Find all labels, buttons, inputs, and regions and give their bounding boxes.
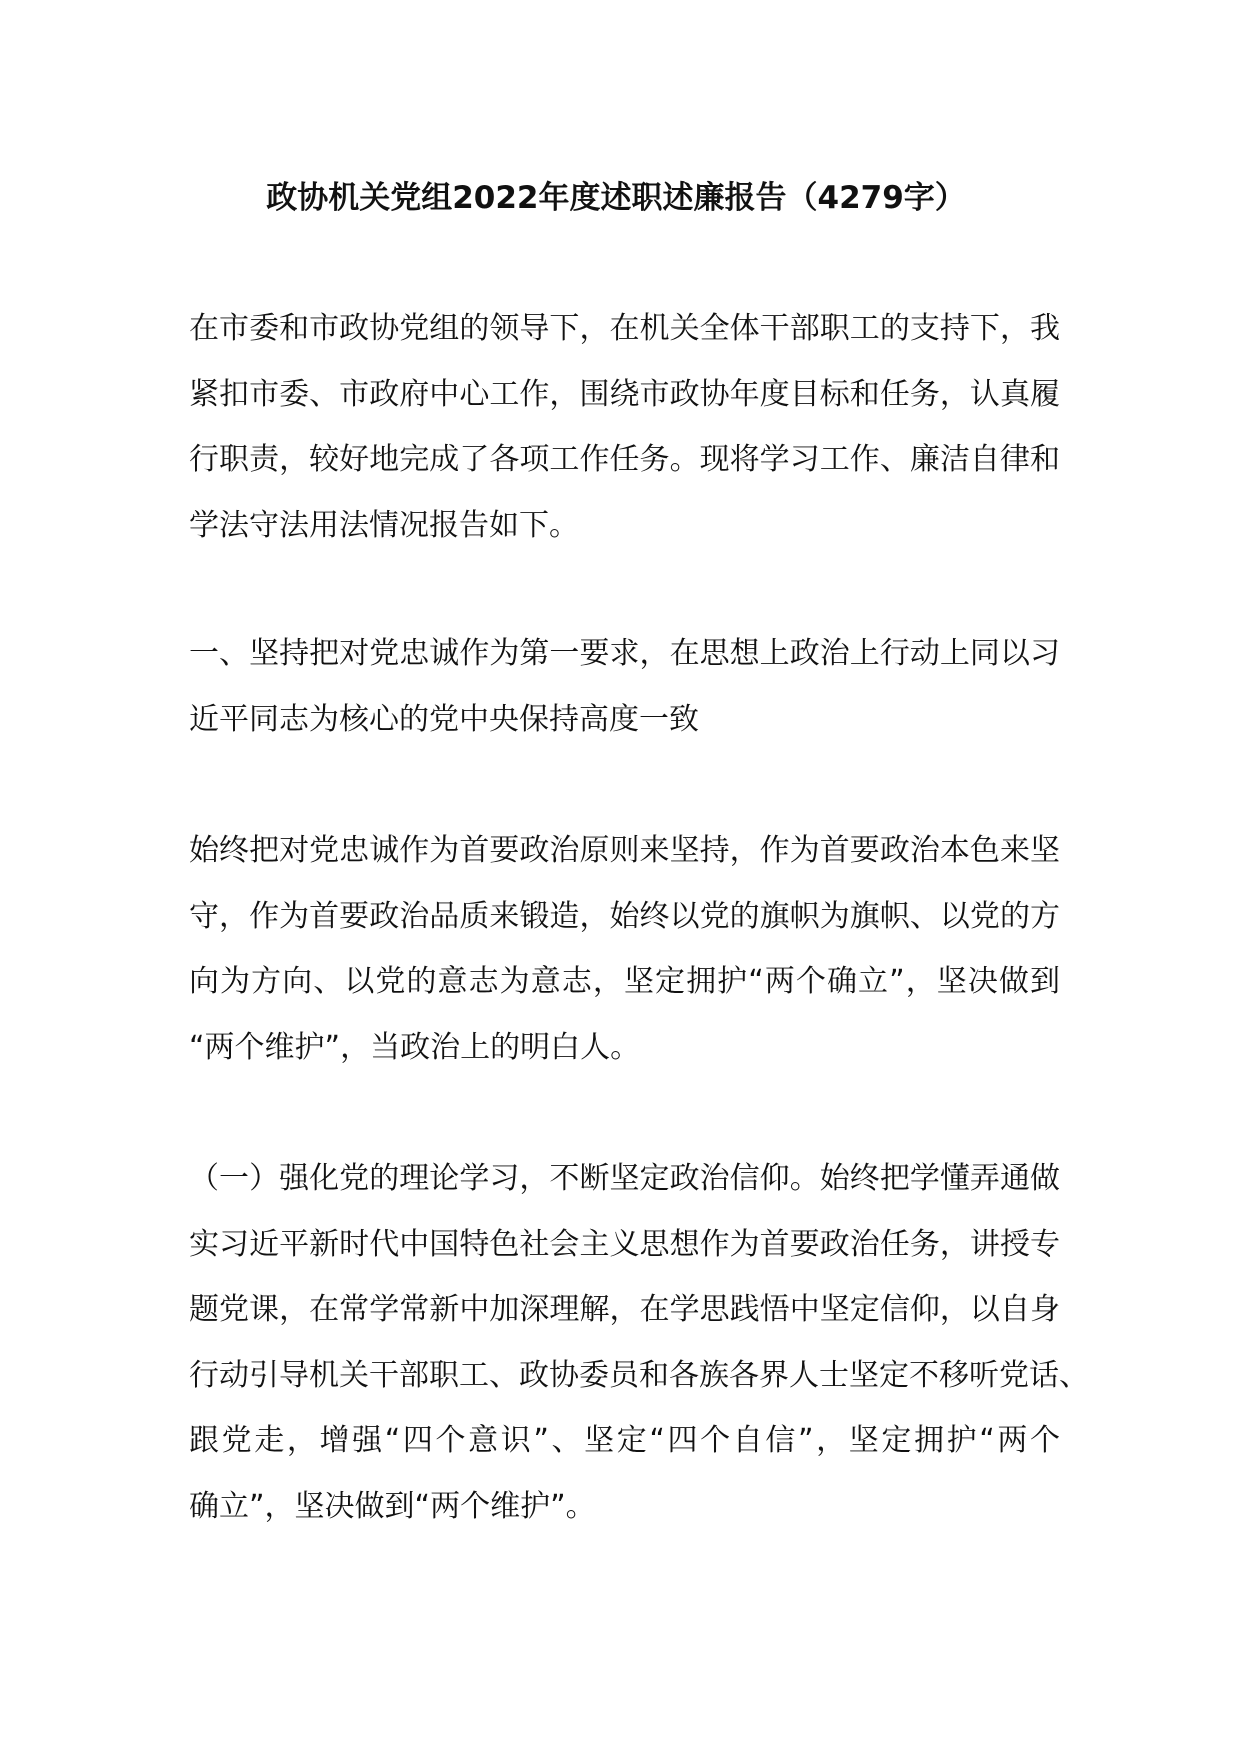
text-line: 跟党走，增强“四个意识”、坚定“四个自信”，坚定拥护“两个 [189,1423,1060,1458]
text-line: 行动引导机关干部职工、政协委员和各族各界人士坚定不移听党话、 [189,1357,1089,1393]
text-line: 学法守法用法情况报告如下。 [189,507,579,543]
text-line: 实习近平新时代中国特色社会主义思想作为首要政治任务，讲授专 [189,1226,1060,1262]
text-line: 在市委和市政协党组的领导下，在机关全体干部职工的支持下，我 [189,311,1060,346]
text-line: 一、坚持把对党忠诚作为第一要求，在思想上政治上行动上同以习 [189,636,1060,671]
text-line: 始终把对党忠诚作为首要政治原则来坚持，作为首要政治本色来坚 [189,833,1060,868]
text-line: 向为方向、以党的意志为意志，坚定拥护“两个确立”，坚决做到 [189,964,1060,999]
text-line: （一）强化党的理论学习，不断坚定政治信仰。始终把学懂弄通做 [189,1161,1060,1196]
text-line: 题党课，在常学常新中加深理解，在学思践悟中坚定信仰，以自身 [189,1292,1060,1327]
document-title: 政协机关党组2022年度述职述廉报告（4279字） [266,180,966,216]
subsection-paragraph-1 [189,1157,1089,1550]
text-line: “两个维护”，当政治上的明白人。 [189,1029,641,1065]
text-line: 行职责，较好地完成了各项工作任务。现将学习工作、廉洁自律和 [189,442,1060,477]
section-heading-1 [189,632,1060,763]
body-paragraph [189,829,1060,1091]
text-line: 紧扣市委、市政府中心工作，围绕市政协年度目标和任务，认真履 [189,376,1060,412]
text-line: 守，作为首要政治品质来锻造，始终以党的旗帜为旗帜、以党的方 [189,898,1060,934]
intro-paragraph [189,307,1060,569]
text-line: 确立”，坚决做到“两个维护”。 [189,1488,596,1524]
text-line: 近平同志为核心的党中央保持高度一致 [189,701,699,737]
